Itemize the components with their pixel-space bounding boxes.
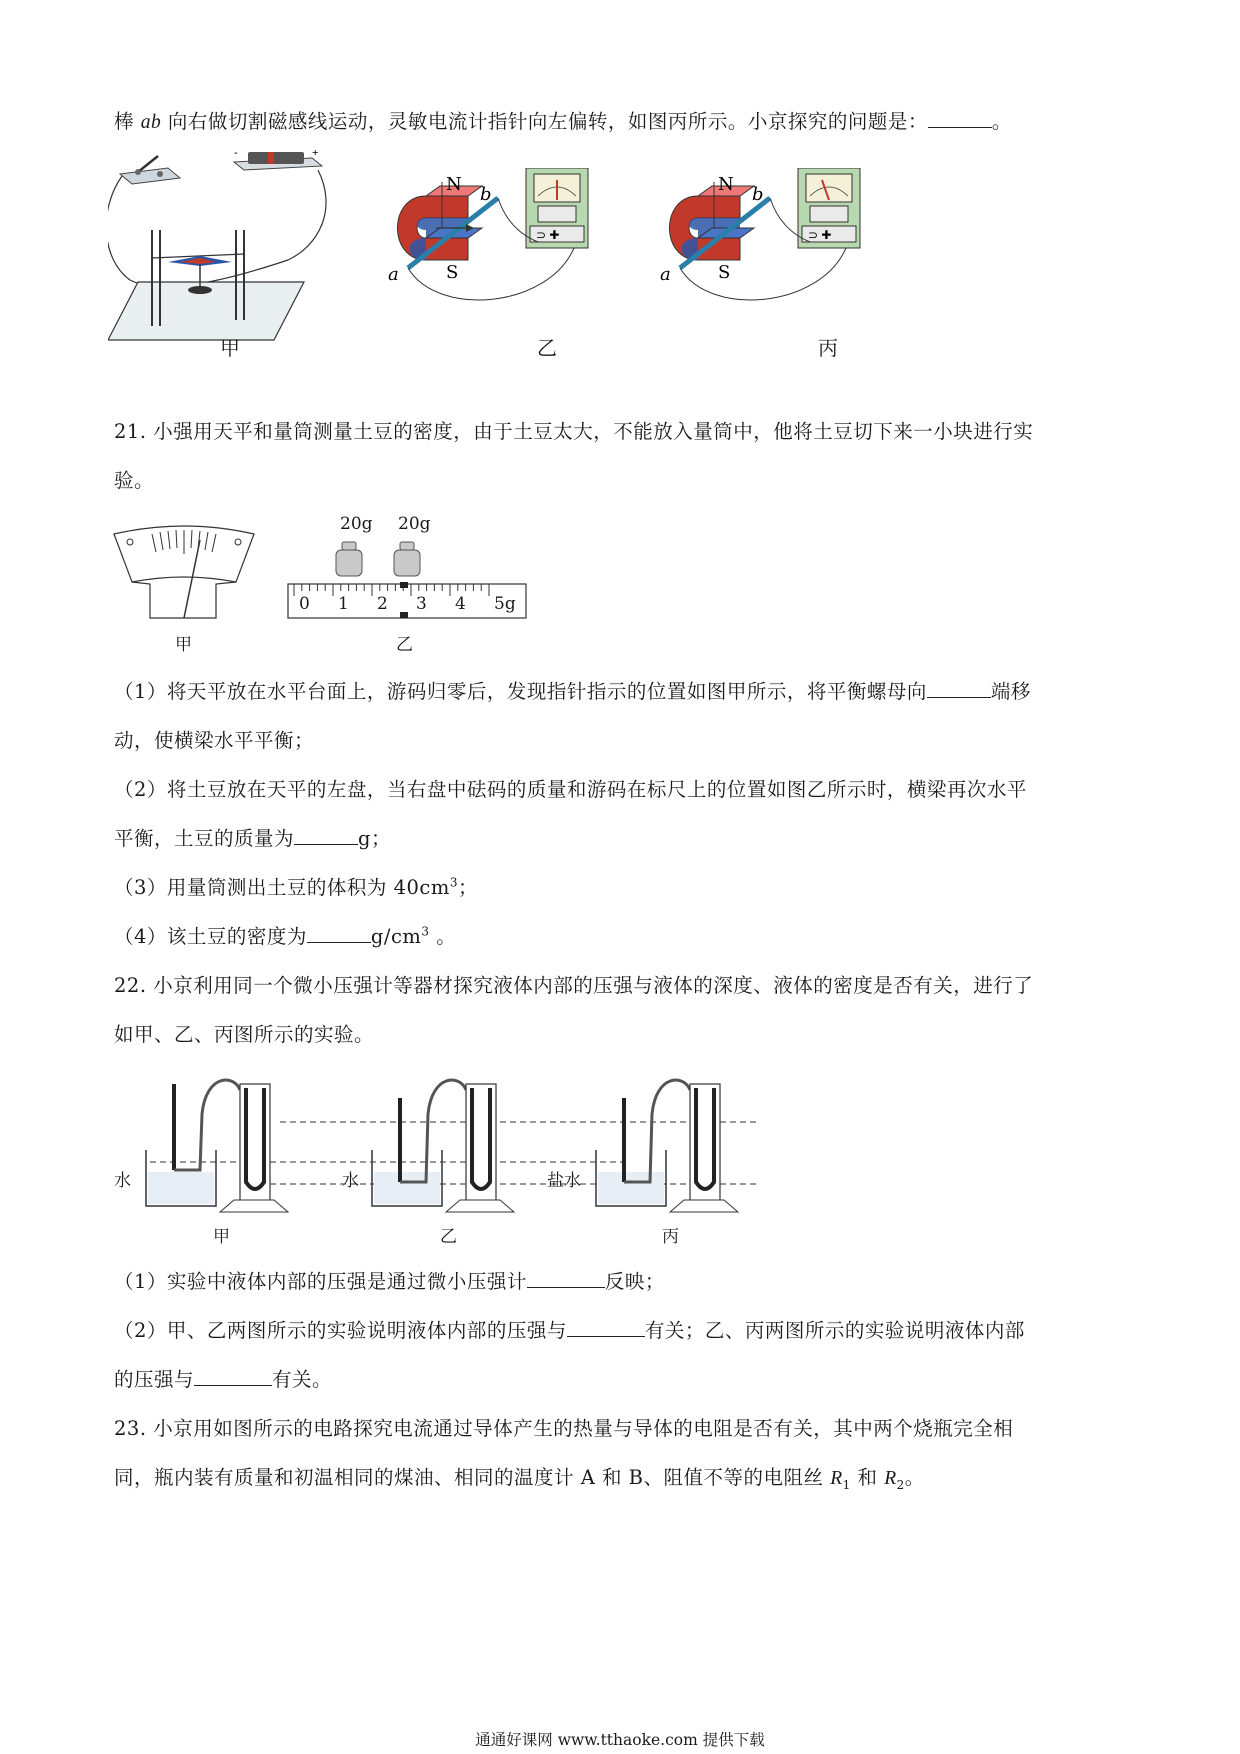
q20-text-end: 。: [991, 110, 1012, 133]
q22-stem-line2: 如甲、乙、丙图所示的实验。: [114, 1023, 375, 1046]
galvanometer-icon: [526, 168, 588, 248]
switch-icon: [120, 156, 180, 184]
svg-text:⊃ ✚: ⊃ ✚: [536, 228, 560, 242]
fig20-jia-oersted-diagram: [108, 150, 368, 360]
label-a: a: [388, 264, 399, 285]
q21-part2-line2: [114, 823, 391, 851]
fig21-jia-pointer-scale: [112, 524, 262, 624]
q23-R2-sub: 2: [896, 1477, 905, 1492]
q21-p4-text: （4）该土豆的密度为: [114, 925, 307, 948]
q23-end: 。: [904, 1466, 925, 1489]
q22-p1-end: 反映；: [604, 1270, 665, 1293]
label-b: b: [480, 184, 492, 205]
q21-stem-line1: 21. 小强用天平和量筒测量土豆的密度，由于土豆太大，不能放入量筒中，他将土豆切下来一小块进行实: [114, 420, 1034, 443]
fig22-label-water2: 水: [342, 1171, 359, 1191]
q21-part3-line: [114, 872, 478, 900]
fig21-mass-label-1: 20g: [340, 514, 373, 534]
q21-part1-line1: [114, 676, 1031, 704]
q22-part1-line: [114, 1266, 665, 1294]
q22-part2-line1: [114, 1315, 1025, 1343]
q21-p4-end: 。: [429, 925, 457, 948]
q21-p4-answer-blank[interactable]: [307, 924, 371, 943]
q22-p1-text: （1）实验中液体内部的压强是通过微小压强计: [114, 1270, 527, 1293]
q22-p2-end: 有关。: [272, 1368, 333, 1391]
q21-p4-sup: 3: [421, 924, 430, 939]
fig22-caption-jia: 甲: [213, 1227, 230, 1247]
fig21-tick-4: 4: [455, 594, 466, 614]
fig20-caption-jia: 甲: [220, 336, 240, 360]
fig21-tick-0: 0: [299, 594, 310, 614]
weight-20g-icon: [336, 542, 420, 576]
q22-p2-text-b: 有关；乙、丙两图所示的实验说明液体内部: [644, 1319, 1025, 1342]
q21-p3-text: （3）用量筒测出土豆的体积为 40cm: [114, 876, 450, 899]
fig21-mass-label-2: 20g: [398, 514, 431, 534]
q20-tail-line: [114, 106, 1012, 134]
label-N: N: [446, 174, 462, 195]
q23-text: 同，瓶内装有质量和初温相同的煤油、相同的温度计 A 和 B、阻值不等的电阻丝: [114, 1466, 831, 1489]
rider-marker-bottom: [400, 612, 408, 618]
fig20-yi-induction-diagram: [378, 168, 668, 318]
q23-R1-symbol: R: [830, 1468, 843, 1489]
q21-p3-sup: 3: [449, 875, 458, 890]
q20-answer-blank[interactable]: [928, 109, 992, 128]
battery-icon: [234, 150, 322, 170]
fig22-caption-bing: 丙: [662, 1227, 679, 1247]
fig22-pressure-gauge-diagram: [110, 1074, 760, 1222]
q21-p1-text-b: 端移: [990, 680, 1031, 703]
q20-text-post: 向右做切割磁感线运动，灵敏电流计指针向左偏转，如图丙所示。小京探究的问题是：: [161, 110, 928, 133]
q22-p2-text: （2）甲、乙两图所示的实验说明液体内部的压强与: [114, 1319, 567, 1342]
q23-and: 和: [850, 1466, 885, 1489]
fig22-caption-yi: 乙: [440, 1227, 457, 1247]
q21-p2-unit: g；: [358, 827, 391, 850]
q21-stem-line2: 验。: [114, 469, 155, 492]
svg-text:-: -: [234, 150, 238, 159]
q22-p2-text-c: 的压强与: [114, 1368, 195, 1391]
setup-jia: [146, 1080, 288, 1212]
q22-p2-answer-blank2[interactable]: [194, 1367, 272, 1386]
q23-stem-line1: 23. 小京用如图所示的电路探究电流通过导体产生的热量与导体的电阻是否有关，其中两个烧瓶完全相: [114, 1417, 1014, 1440]
q22-part2-line2: [114, 1364, 332, 1392]
q23-R2-symbol: R: [884, 1468, 897, 1489]
fig21-tick-1: 1: [338, 594, 349, 614]
svg-text:+: +: [312, 150, 319, 159]
q21-part4-line: [114, 921, 456, 949]
fig21-caption-jia: 甲: [175, 635, 192, 655]
q22-stem-line1: 22. 小京利用同一个微小压强计等器材探究液体内部的压强与液体的深度、液体的密度是否有关，进行了: [114, 974, 1034, 997]
fig22-label-water1: 水: [114, 1171, 131, 1191]
fig21-tick-2: 2: [377, 594, 388, 614]
q21-p4-unit: g/cm: [370, 925, 422, 948]
fig20-caption-bing: 丙: [818, 336, 838, 360]
rider-marker-top: [400, 582, 408, 588]
label-a: a: [660, 264, 671, 285]
fig20-bing-induction-diagram: [650, 168, 940, 318]
fig21-caption-yi: 乙: [396, 635, 413, 655]
fig20-caption-yi: 乙: [537, 336, 557, 360]
setup-yi: [372, 1080, 514, 1212]
fig21-tick-5g: 5g: [494, 594, 516, 614]
q22-p2-answer-blank1[interactable]: [567, 1318, 645, 1337]
q21-part1-line2: 动，使横梁水平平衡；: [114, 729, 315, 752]
q21-p1-answer-blank[interactable]: [927, 679, 991, 698]
q23-stem-line2: [114, 1462, 925, 1492]
q21-p1-text: （1）将天平放在水平台面上，游码归零后，发现指针指示的位置如图甲所示，将平衡螺母向: [114, 680, 927, 703]
galvanometer-icon: [798, 168, 860, 248]
label-S: S: [446, 262, 459, 283]
svg-text:⊃ ✚: ⊃ ✚: [808, 228, 832, 242]
q21-part2-line1: （2）将土豆放在天平的左盘，当右盘中砝码的质量和游码在标尺上的位置如图乙所示时，横梁再次水平: [114, 778, 1027, 801]
q21-p2-answer-blank[interactable]: [294, 826, 358, 845]
fig22-label-brine: 盐水: [547, 1171, 581, 1191]
q20-conductor-ab: ab: [140, 112, 162, 133]
q23-R1-sub: 1: [842, 1477, 851, 1492]
label-S: S: [718, 262, 731, 283]
label-N: N: [718, 174, 734, 195]
q21-p3-end: ；: [457, 876, 478, 899]
q21-p2-text: 平衡，土豆的质量为: [114, 827, 295, 850]
label-b: b: [752, 184, 764, 205]
q20-text-pre: 棒: [114, 110, 141, 133]
fig21-tick-3: 3: [416, 594, 427, 614]
setup-bing: [596, 1080, 738, 1212]
q22-p1-answer-blank[interactable]: [527, 1269, 605, 1288]
page-footer: 通通好课网 www.tthaoke.com 提供下载: [475, 1731, 765, 1749]
